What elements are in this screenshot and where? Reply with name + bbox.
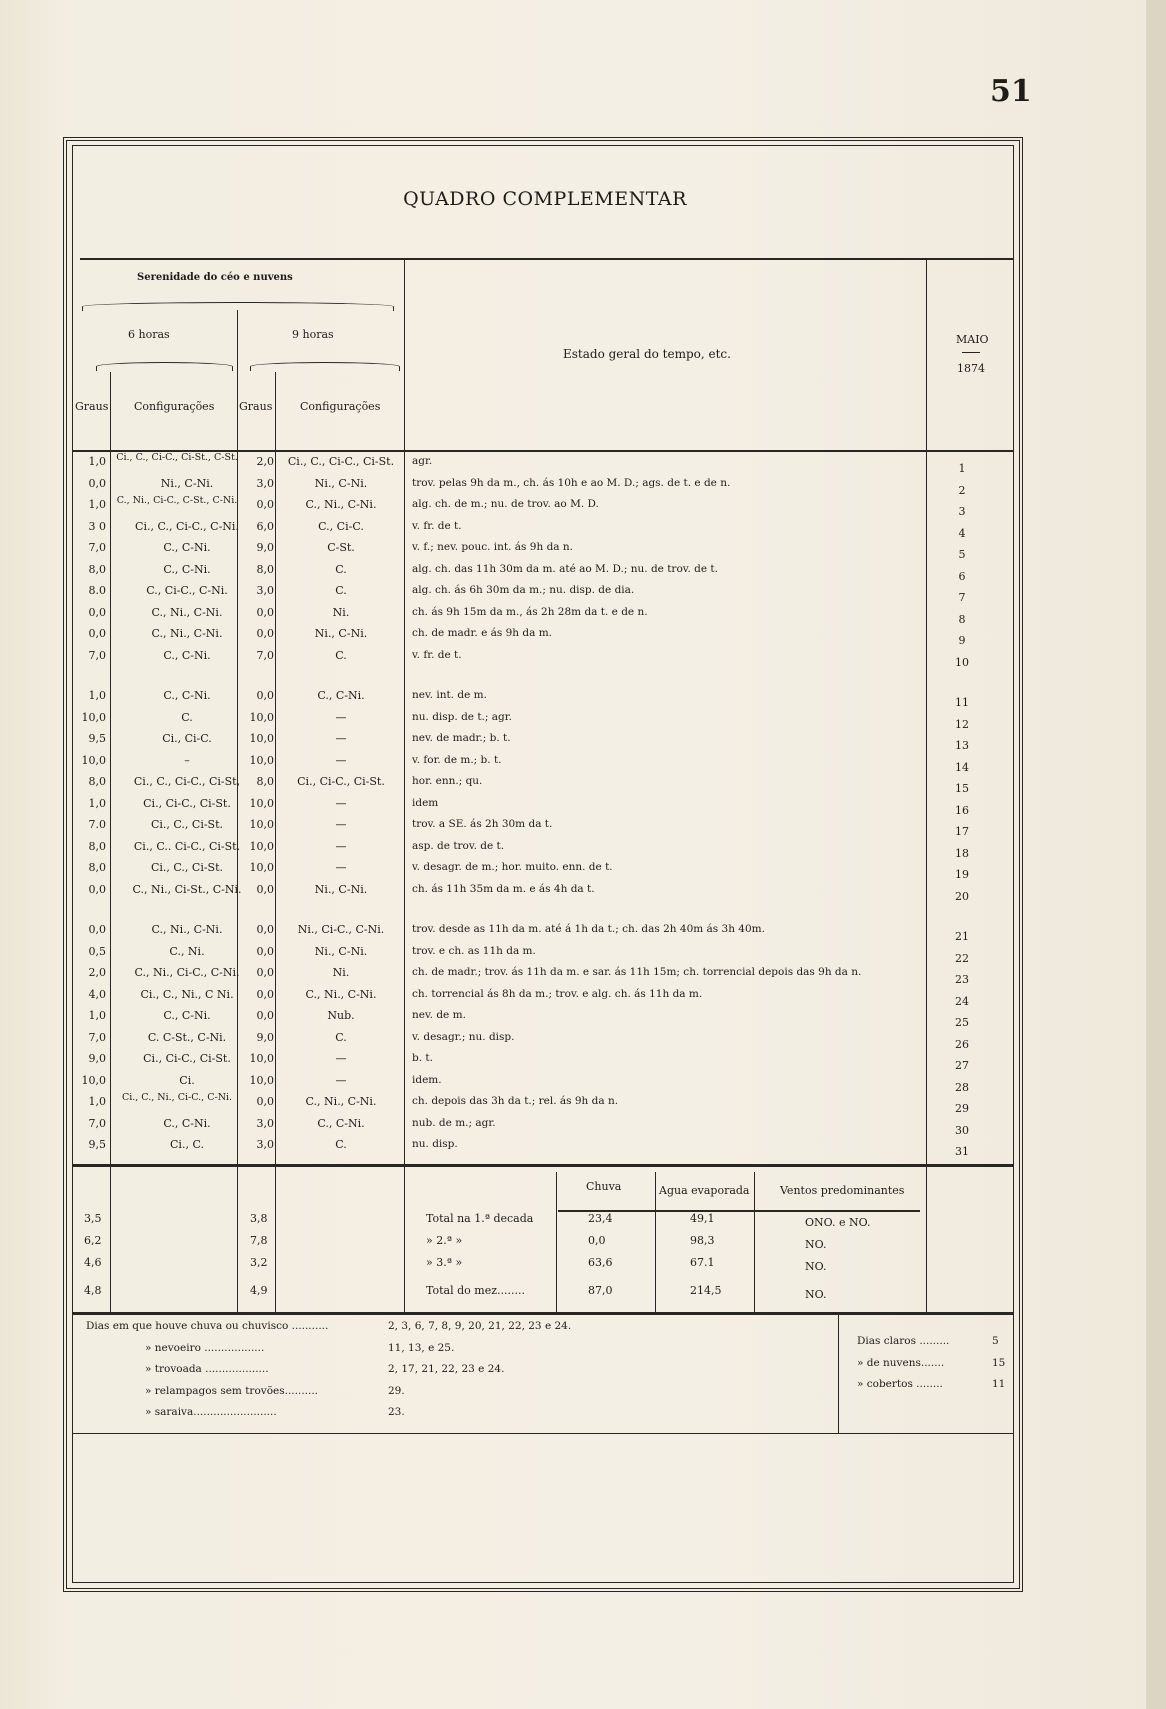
table-row (72, 1092, 1014, 1115)
row-graus-9h: 9,0 (256, 1030, 274, 1044)
header-top-rule (80, 258, 1014, 260)
header-config-6h: Configurações (134, 400, 215, 413)
row-graus-6h: 1,0 (88, 1095, 106, 1108)
summary-vline-1 (110, 1167, 111, 1312)
row-config-6h: C., Ni., C-Ni. (151, 923, 223, 936)
row-graus-9h: 10,0 (249, 732, 274, 745)
row-estado: b. t. (412, 1052, 433, 1064)
row-graus-6h: 8,0 (88, 562, 106, 576)
row-graus-6h: 8,0 (88, 861, 106, 874)
days-value: 11, 13, e 25. (388, 1341, 455, 1354)
summary-chuva: 0,0 (588, 1234, 606, 1247)
row-graus-6h: 9,0 (88, 1052, 106, 1065)
summary-graus-6h: 4,6 (84, 1256, 102, 1269)
row-day: 14 (955, 760, 969, 774)
row-graus-9h: 0,0 (256, 882, 274, 896)
row-estado: v. desagr.; nu. disp. (412, 1030, 515, 1043)
header-vline-g9 (275, 372, 276, 450)
row-config-9h: Ni., C-Ni. (314, 944, 368, 958)
header-9h-brace (250, 362, 400, 371)
row-graus-6h: 8,0 (88, 775, 106, 788)
row-graus-6h: 1,0 (88, 498, 106, 511)
header-vline-g6 (110, 372, 111, 450)
days-vline (838, 1315, 839, 1433)
row-graus-6h: 8,0 (88, 839, 106, 853)
row-day: 20 (955, 889, 969, 903)
row-graus-6h: 0,0 (88, 923, 106, 936)
summary-col-chuva: Chuva (586, 1180, 622, 1193)
row-graus-9h: 6,0 (256, 519, 274, 533)
row-day: 24 (955, 994, 969, 1008)
row-config-9h: C. (335, 1030, 347, 1044)
row-config-6h: Ci., C., Ci-C., Ci-St, (133, 775, 241, 788)
row-day: 26 (955, 1037, 969, 1051)
row-config-6h: Ci., C., Ci-C., Ci-St., C-St. (116, 452, 238, 463)
row-graus-9h: 10,0 (249, 753, 274, 767)
table-row (72, 1028, 1014, 1051)
row-graus-9h: 10,0 (249, 839, 274, 853)
row-config-9h: — (335, 1052, 347, 1065)
row-estado: v. fr. de t. (412, 648, 462, 661)
row-graus-6h: 7,0 (88, 1116, 106, 1130)
row-graus-6h: 10,0 (81, 710, 106, 724)
summary-graus-6h: 3,5 (84, 1212, 102, 1225)
header-graus-6h: Graus (75, 400, 109, 413)
summary-vline-8 (926, 1167, 927, 1312)
summary-evap: 214,5 (690, 1284, 722, 1297)
row-estado: ch. de madr. e ás 9h da m. (412, 627, 553, 639)
summary-chuva: 63,6 (588, 1256, 613, 1269)
row-graus-9h: 3,0 (256, 1138, 274, 1151)
table-row (72, 1049, 1014, 1072)
row-estado: trov. a SE. ás 2h 30m da t. (412, 818, 553, 830)
row-graus-6h: 9,5 (88, 732, 106, 745)
row-day: 18 (955, 846, 969, 860)
table-row (72, 581, 1014, 604)
row-config-6h: Ci., C., Ni., Ci-C., C-Ni. (121, 1092, 233, 1103)
row-graus-6h: 1,0 (88, 689, 106, 702)
row-graus-9h: 9,0 (256, 541, 274, 554)
days-bottom-rule (72, 1433, 1014, 1434)
row-graus-9h: 0,0 (256, 498, 274, 511)
claros-label: » de nuvens....... (857, 1356, 945, 1369)
header-vline-estado (404, 258, 405, 450)
row-config-9h: Ni., C-Ni. (314, 476, 368, 490)
summary-graus-6h: 4,8 (84, 1284, 102, 1297)
summary-label: » 3.ª » (426, 1256, 463, 1269)
table-row (72, 603, 1014, 626)
row-config-9h: Ni., Ci-C., C-Ni. (297, 923, 385, 936)
row-graus-6h: 7,0 (88, 648, 106, 662)
table-row (72, 815, 1014, 838)
table-row (72, 560, 1014, 583)
row-day: 29 (955, 1102, 969, 1115)
row-config-6h: Ci., Ci-C. (162, 732, 212, 745)
table-row (72, 495, 1014, 518)
row-graus-9h: 3,0 (256, 1116, 274, 1130)
row-day: 17 (955, 825, 969, 838)
days-label: Dias em que houve chuva ou chuvisco ........... (86, 1320, 329, 1332)
row-day: 13 (955, 739, 969, 752)
row-day: 31 (955, 1145, 969, 1158)
days-label: » nevoeiro .................. (145, 1341, 265, 1354)
header-config-9h: Configurações (300, 400, 381, 413)
row-config-6h: C., Ni., C-Ni. (151, 627, 223, 640)
row-graus-9h: 7,0 (256, 648, 274, 662)
row-estado: hor. enn.; qu. (412, 775, 483, 787)
header-6h: 6 horas (128, 328, 170, 341)
row-day: 11 (955, 696, 969, 709)
row-day: 30 (955, 1123, 969, 1137)
claros-label: Dias claros ......... (857, 1335, 950, 1347)
row-config-9h: — (335, 861, 347, 874)
row-graus-6h: 7.0 (88, 818, 106, 831)
summary-label: Total do mez........ (426, 1284, 525, 1297)
row-config-9h: C., C-Ni. (317, 689, 365, 702)
row-config-9h: C. (335, 562, 347, 576)
header-month: MAIO (956, 333, 989, 346)
row-config-9h: — (335, 839, 347, 853)
row-estado: agr. (412, 455, 433, 467)
table-row (72, 858, 1014, 881)
claros-value: 5 (992, 1335, 999, 1347)
row-estado: ch. de madr.; trov. ás 11h da m. e sar. ás 11h 15m; ch. torrencial depois das 9h da n. (412, 966, 862, 978)
row-graus-9h: 0,0 (256, 1009, 274, 1022)
row-config-6h: C., C-Ni. (163, 689, 211, 702)
row-graus-9h: 0,0 (256, 944, 274, 958)
row-day: 4 (958, 526, 966, 540)
summary-vline-7 (754, 1172, 755, 1312)
summary-graus-9h: 3,8 (250, 1212, 268, 1225)
row-estado: ch. ás 11h 35m da m. e ás 4h da t. (412, 882, 595, 895)
days-top-rule (72, 1312, 1014, 1315)
row-config-9h: C., Ni., C-Ni. (305, 1095, 377, 1108)
table-row (72, 646, 1014, 669)
row-config-6h: C., Ni. (169, 944, 205, 958)
table-row (72, 517, 1014, 540)
table-row (72, 538, 1014, 561)
summary-vline-6 (655, 1172, 656, 1312)
row-graus-9h: 0,0 (256, 1095, 274, 1108)
row-config-9h: — (335, 818, 347, 831)
row-graus-9h: 0,0 (256, 605, 274, 619)
row-config-9h: — (335, 732, 347, 745)
row-estado: v. f.; nev. pouc. int. ás 9h da n. (412, 541, 573, 553)
row-config-6h: C., C-Ni. (163, 1116, 211, 1130)
summary-ventos: NO. (805, 1238, 827, 1251)
table-row (72, 751, 1014, 774)
row-config-9h: — (335, 1073, 347, 1087)
row-estado: asp. de trov. de t. (412, 839, 505, 852)
row-day: 3 (958, 505, 966, 518)
row-config-9h: C-St. (327, 541, 355, 554)
table-row (72, 474, 1014, 497)
row-config-6h: Ci. (179, 1073, 195, 1087)
row-config-9h: C. (335, 584, 347, 597)
row-config-9h: Ci., C., Ci-C., Ci-St. (287, 455, 395, 468)
row-config-6h: C., Ni., C-Ni. (151, 605, 223, 619)
table-row (72, 920, 1014, 943)
row-config-6h: – (184, 753, 190, 767)
header-9h: 9 horas (292, 328, 334, 341)
table-row (72, 837, 1014, 860)
header-6h-brace (96, 362, 233, 371)
header-estado: Estado geral do tempo, etc. (563, 347, 731, 361)
row-day: 12 (955, 717, 969, 731)
days-label: » relampagos sem trovões.......... (145, 1384, 319, 1397)
row-day: 22 (955, 951, 969, 965)
page-title: QUADRO COMPLEMENTAR (403, 188, 687, 210)
claros-label: » cobertos ........ (857, 1378, 943, 1390)
table-row (72, 452, 1014, 475)
table-row (72, 794, 1014, 817)
row-day: 15 (955, 782, 969, 795)
table-row (72, 985, 1014, 1008)
summary-vline-2 (237, 1167, 238, 1312)
table-row (72, 1135, 1014, 1158)
table-row (72, 963, 1014, 986)
header-vline-day (926, 258, 927, 450)
table-row (72, 942, 1014, 965)
row-estado: ch. torrencial ás 8h da m.; trov. e alg. ch. ás 11h da m. (412, 987, 703, 1000)
claros-value: 11 (992, 1378, 1006, 1390)
summary-ventos: ONO. e NO. (805, 1216, 871, 1229)
row-config-6h: Ci., C., Ci-St. (150, 818, 224, 831)
row-config-9h: Nub. (327, 1009, 355, 1022)
row-config-9h: C., C-Ni. (317, 1116, 365, 1130)
days-value: 2, 17, 21, 22, 23 e 24. (388, 1363, 505, 1375)
row-estado: trov. e ch. as 11h da m. (412, 944, 536, 957)
row-day: 10 (955, 655, 969, 669)
row-config-6h: Ci., C. (170, 1138, 204, 1151)
row-config-9h: Ni. (332, 966, 350, 979)
row-graus-9h: 0,0 (256, 923, 274, 936)
days-label: » trovoada ................... (145, 1363, 269, 1375)
summary-col-evap: Agua evaporada (659, 1184, 750, 1197)
row-day: 7 (958, 591, 966, 604)
header-graus-9h: Graus (239, 400, 273, 413)
row-estado: idem. (412, 1073, 442, 1086)
summary-ventos: NO. (805, 1288, 827, 1301)
row-config-9h: C., Ci-C. (318, 519, 364, 533)
summary-chuva: 87,0 (588, 1284, 613, 1297)
row-graus-9h: 0,0 (256, 966, 274, 979)
row-graus-6h: 10,0 (81, 1073, 106, 1087)
row-day: 25 (955, 1016, 969, 1029)
row-estado: nev. de m. (412, 1009, 466, 1021)
row-config-6h: C., C-Ni. (163, 562, 211, 576)
row-day: 2 (958, 483, 966, 497)
table-row (72, 624, 1014, 647)
days-value: 2, 3, 6, 7, 8, 9, 20, 21, 22, 23 e 24. (388, 1320, 572, 1332)
row-graus-6h: 0,5 (88, 944, 106, 958)
row-estado: v. for. de m.; b. t. (412, 753, 502, 766)
row-config-9h: Ci., Ci-C., Ci-St. (297, 775, 385, 788)
table-row (72, 772, 1014, 795)
table-row (72, 708, 1014, 731)
row-config-6h: C. C-St., C-Ni. (147, 1030, 227, 1044)
summary-label: Total na 1.ª decada (426, 1212, 534, 1225)
row-day: 5 (958, 548, 966, 561)
table-row (72, 1071, 1014, 1094)
summary-col-ventos: Ventos predominantes (780, 1184, 905, 1197)
row-graus-9h: 0,0 (256, 987, 274, 1001)
row-graus-6h: 0,0 (88, 882, 106, 896)
summary-evap: 49,1 (690, 1212, 715, 1225)
row-graus-6h: 0,0 (88, 627, 106, 640)
row-graus-6h: 3 0 (88, 519, 106, 533)
summary-vline-3 (275, 1167, 276, 1312)
row-config-9h: C. (335, 1138, 347, 1151)
summary-graus-9h: 7,8 (250, 1234, 268, 1247)
row-estado: trov. pelas 9h da m., ch. ás 10h e ao M. D.; ags. de t. e de n. (412, 476, 731, 489)
row-graus-6h: 8.0 (88, 584, 106, 597)
row-config-6h: C., Ni., Ci-C., C-St., C-Ni. (116, 495, 238, 506)
row-graus-6h: 0,0 (88, 605, 106, 619)
summary-vline-5 (556, 1172, 557, 1312)
book-spine (1146, 0, 1166, 1709)
row-estado: v. fr. de t. (412, 519, 462, 532)
row-config-6h: Ni., C-Ni. (160, 476, 214, 490)
row-config-9h: C., Ni., C-Ni. (305, 987, 377, 1001)
row-config-6h: C., Ci-C., C-Ni. (146, 584, 228, 597)
summary-vline-4 (404, 1167, 405, 1312)
row-config-9h: — (335, 710, 347, 724)
row-graus-9h: 8,0 (256, 562, 274, 576)
row-graus-9h: 10,0 (249, 1052, 274, 1065)
row-config-6h: C., Ni., Ci-C., C-Ni. (134, 966, 240, 979)
summary-top-rule (72, 1164, 1014, 1167)
row-day: 9 (958, 634, 966, 647)
header-vline-mid (237, 310, 238, 450)
claros-value: 15 (992, 1356, 1006, 1369)
row-estado: nev. int. de m. (412, 689, 487, 701)
row-graus-9h: 3,0 (256, 476, 274, 490)
row-config-6h: C., Ni., Ci-St., C-Ni. (132, 882, 242, 896)
row-graus-6h: 2,0 (88, 966, 106, 979)
row-graus-9h: 0,0 (256, 627, 274, 640)
row-day: 8 (958, 612, 966, 626)
row-day: 19 (955, 868, 969, 881)
row-config-9h: C. (335, 648, 347, 662)
table-row (72, 1006, 1014, 1029)
row-graus-9h: 8,0 (256, 775, 274, 788)
row-graus-6h: 0,0 (88, 476, 106, 490)
row-config-9h: — (335, 796, 347, 810)
summary-ventos: NO. (805, 1260, 827, 1273)
row-graus-6h: 9,5 (88, 1138, 106, 1151)
row-config-9h: Ni., C-Ni. (314, 882, 368, 896)
row-estado: nev. de madr.; b. t. (412, 732, 511, 744)
row-config-6h: C., C-Ni. (163, 648, 211, 662)
row-day: 1 (958, 462, 966, 475)
days-value: 23. (388, 1406, 405, 1418)
row-graus-9h: 3,0 (256, 584, 274, 597)
table-row (72, 686, 1014, 709)
row-graus-9h: 10,0 (249, 818, 274, 831)
row-day: 23 (955, 973, 969, 986)
row-graus-6h: 1,0 (88, 796, 106, 810)
row-day: 28 (955, 1080, 969, 1094)
row-config-6h: C., C-Ni. (163, 1009, 211, 1022)
row-graus-6h: 7,0 (88, 1030, 106, 1044)
row-day: 27 (955, 1059, 969, 1072)
row-graus-9h: 0,0 (256, 689, 274, 702)
summary-graus-9h: 4,9 (250, 1284, 268, 1297)
row-estado: alg. ch. das 11h 30m da m. até ao M. D.; nu. de trov. de t. (412, 562, 718, 575)
row-config-6h: Ci., C., Ni., C Ni. (140, 987, 234, 1001)
row-graus-6h: 1,0 (88, 455, 106, 468)
row-graus-6h: 1,0 (88, 1009, 106, 1022)
row-config-6h: C., C-Ni. (163, 541, 211, 554)
row-estado: ch. ás 9h 15m da m., ás 2h 28m da t. e de n. (412, 605, 648, 618)
row-graus-6h: 10,0 (81, 753, 106, 767)
summary-chuva: 23,4 (588, 1212, 613, 1225)
row-config-9h: — (335, 753, 347, 767)
table-row (72, 1114, 1014, 1137)
row-estado: alg. ch. de m.; nu. de trov. ao M. D. (412, 498, 599, 510)
days-value: 29. (388, 1384, 405, 1397)
row-graus-9h: 10,0 (249, 861, 274, 874)
row-config-6h: Ci., C., Ci-St. (150, 861, 224, 874)
row-graus-9h: 10,0 (249, 710, 274, 724)
summary-evap: 98,3 (690, 1234, 715, 1247)
row-estado: trov. desde as 11h da m. até á 1h da t.; ch. das 2h 40m ás 3h 40m. (412, 923, 765, 935)
header-month-rule (962, 352, 980, 353)
table-row (72, 880, 1014, 903)
header-year: 1874 (957, 362, 985, 375)
row-estado: nu. disp. de t.; agr. (412, 710, 512, 723)
row-graus-9h: 2,0 (256, 455, 274, 468)
row-config-6h: Ci., Ci-C., Ci-St. (143, 796, 231, 810)
row-graus-9h: 10,0 (249, 1073, 274, 1087)
summary-evap: 67.1 (690, 1256, 715, 1269)
row-config-9h: Ni. (332, 605, 350, 619)
row-estado: idem (412, 796, 439, 809)
row-config-6h: C. (181, 710, 193, 724)
summary-graus-6h: 6,2 (84, 1234, 102, 1247)
row-estado: ch. depois das 3h da t.; rel. ás 9h da n. (412, 1095, 619, 1107)
row-day: 6 (958, 569, 966, 583)
row-graus-9h: 10,0 (249, 796, 274, 810)
summary-label: » 2.ª » (426, 1234, 463, 1247)
row-config-9h: C., Ni., C-Ni. (305, 498, 377, 511)
row-config-6h: Ci., C.. Ci-C., Ci-St. (133, 839, 241, 853)
row-estado: v. desagr. de m.; hor. muito. enn. de t. (412, 861, 613, 873)
row-day: 16 (955, 803, 969, 817)
row-estado: alg. ch. ás 6h 30m da m.; nu. disp. de dia. (412, 584, 635, 596)
page-number: 51 (990, 74, 1032, 109)
summary-graus-9h: 3,2 (250, 1256, 268, 1269)
row-estado: nub. de m.; agr. (412, 1116, 496, 1129)
row-config-6h: Ci., C., Ci-C., C-Ni. (135, 519, 239, 533)
row-graus-6h: 7,0 (88, 541, 106, 554)
header-group-brace (82, 302, 394, 311)
row-config-9h: Ni., C-Ni. (314, 627, 368, 640)
row-day: 21 (955, 930, 969, 943)
header-group-label: Serenidade do céo e nuvens (137, 272, 293, 283)
row-graus-6h: 4,0 (88, 987, 106, 1001)
days-label: » saraiva......................... (145, 1406, 277, 1418)
row-config-6h: Ci., Ci-C., Ci-St. (143, 1052, 231, 1065)
row-estado: nu. disp. (412, 1138, 458, 1150)
table-row (72, 729, 1014, 752)
